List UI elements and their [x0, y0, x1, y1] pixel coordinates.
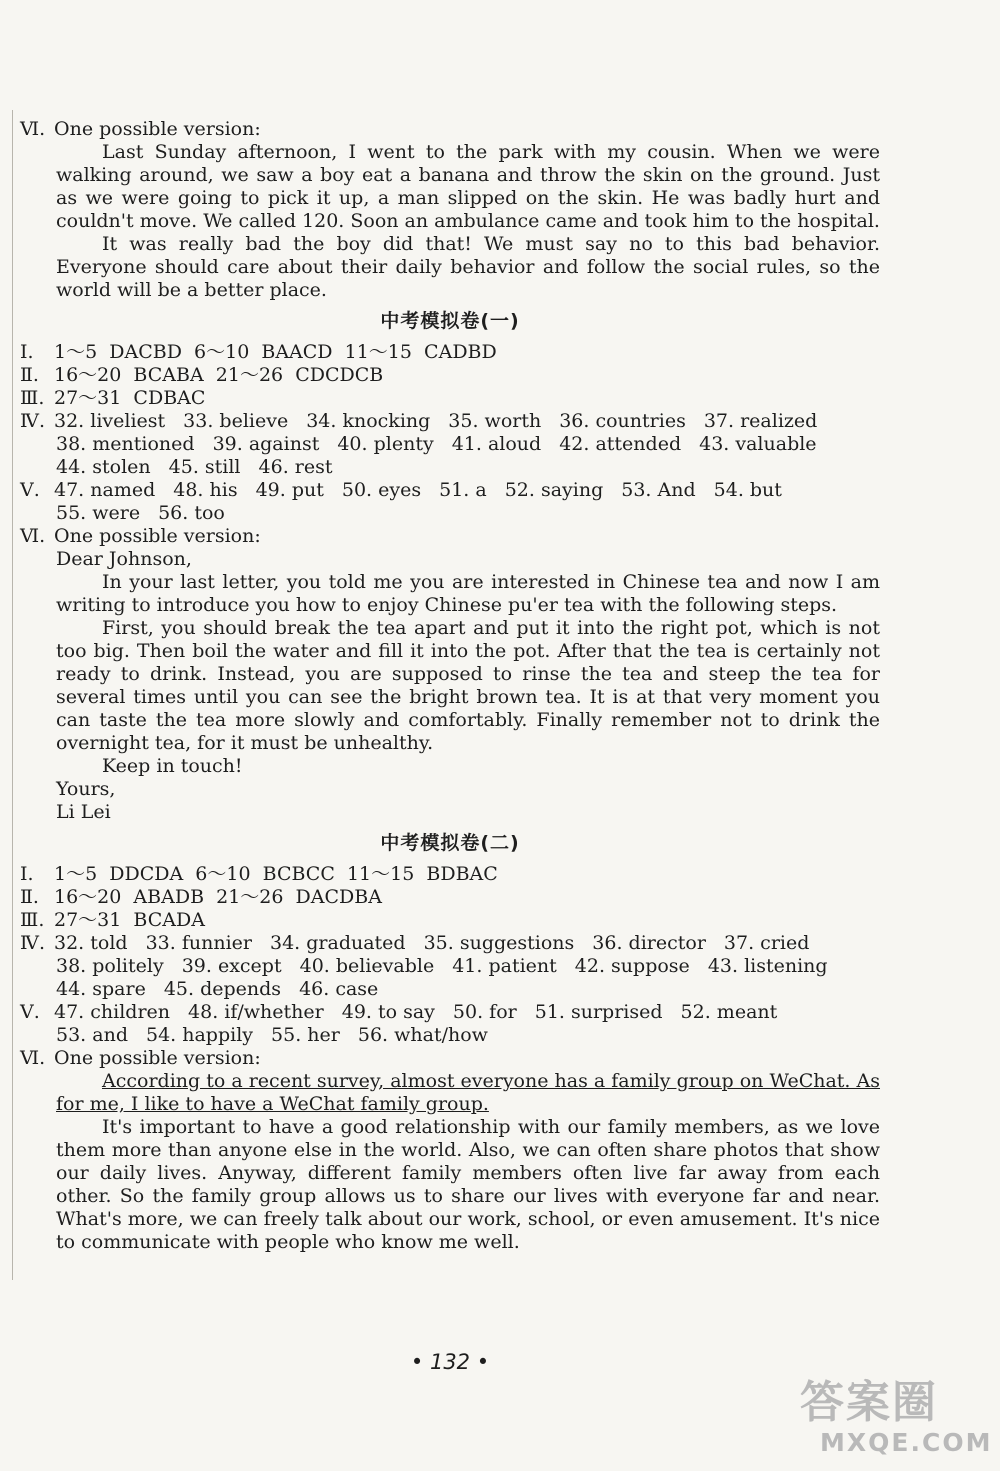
answer-item: 51. a — [439, 479, 487, 501]
answer-item: 46. case — [299, 978, 379, 1000]
answer-item: 46. rest — [258, 456, 333, 478]
answer-item: 54. happily — [145, 1024, 254, 1046]
answer-item: 54. but — [713, 479, 782, 501]
answer-item: 41. patient — [452, 955, 557, 977]
answer-item: 41. aloud — [451, 433, 542, 455]
answer-item: 45. depends — [163, 978, 282, 1000]
answer-item: 34. knocking — [306, 410, 431, 432]
answer-item: 44. spare — [56, 978, 146, 1000]
answer-item: 34. graduated — [269, 932, 406, 954]
answer-item: 49. to say — [341, 1001, 435, 1023]
answer-item: 38. politely — [56, 955, 164, 977]
letter-paragraph: First, you should break the tea apart and put it into the right pot, which is not too big. Then boil the water and fill it into the pot. After that the tea is certainly not ready to drink. Instead, you are supposed to rinse the tea and steep the tea for several times until you can see the bright brown tea. It is at that very moment you can taste the tea more slowly and comfortably. Finally remember not to drink the overnight tea, for it must be unhealthy. — [56, 617, 880, 754]
page-number: • 132 • — [410, 1350, 490, 1374]
answer-item: 36. countries — [559, 410, 686, 432]
answer-item: 50. for — [452, 1001, 517, 1023]
letter-signature: Li Lei — [56, 801, 111, 823]
letter-closing: Yours, — [56, 778, 116, 800]
answer-item: 39. except — [181, 955, 282, 977]
exam2-section5: Ⅴ. 47. children 48. if/whether 49. to say 50. for 51. surprised 52. meant 53. and 54. happily 55. her 56. what/how — [20, 1001, 778, 1046]
watermark-cn: 答案圈 — [800, 1377, 938, 1428]
top-writing-section — [20, 118, 880, 302]
answer-item: 37. cried — [723, 932, 810, 954]
answer-item: 47. children — [54, 1001, 171, 1023]
exam1-section1: Ⅰ. 1～5 DACBD 6～10 BAACD 11～15 CADBD — [20, 341, 497, 363]
essay-paragraph: It was really bad the boy did that! We must say no to this bad behavior. Everyone should care about their daily behavior and follow the social rules, so the world will be a better place. — [56, 233, 880, 301]
answer-content — [20, 118, 880, 1254]
answer-item: 49. put — [255, 479, 324, 501]
answer-item: 35. suggestions — [423, 932, 575, 954]
watermark-en: MXQE.COM — [820, 1428, 993, 1457]
margin-line — [12, 110, 13, 1280]
exam2-section1: Ⅰ. 1～5 DDCDA 6～10 BCBCC 11～15 BDBAC — [20, 863, 498, 885]
answer-item: 42. suppose — [574, 955, 690, 977]
answer-item: 48. if/whether — [188, 1001, 324, 1023]
answer-item: 43. listening — [707, 955, 828, 977]
answer-item: 44. stolen — [56, 456, 151, 478]
section-intro: One possible version: — [54, 118, 261, 140]
answer-item: 32. liveliest — [54, 410, 166, 432]
exam2-section6: Ⅵ. One possible version: According to a recent survey, almost everyone has a family group on WeChat. As for me, I like to have a WeChat family group. It's important to have a good relationship with our family members, as we love them more than anyone else in the world. Also, we can often share photos that show our daily lives. Anyway, different family members often live far away from each other. So the family group allows us to share our lives with everyone far and near. What's more, we can freely talk about our work, school, or even amusement. It's nice to communicate with people who know me well. — [20, 1047, 880, 1253]
answer-item: 32. told — [54, 932, 128, 954]
answer-item: 33. believe — [183, 410, 289, 432]
answer-item: 40. plenty — [337, 433, 434, 455]
exam2-title: 中考模拟卷(二) — [380, 832, 520, 854]
letter-paragraph: In your last letter, you told me you are interested in Chinese tea and now I am writing to introduce you how to enjoy Chinese pu'er tea with the following steps. — [56, 571, 880, 616]
exam2-section4: Ⅳ. 32. told 33. funnier 34. graduated 35. suggestions 36. director 37. cried 38. politely 39. except 40. believable 41. patient 42. suppose 43. listening 44. spare 45. depends 46. case — [20, 932, 828, 1000]
answer-item: 42. attended — [559, 433, 682, 455]
answer-item: 56. what/how — [357, 1024, 488, 1046]
answer-item: 40. believable — [299, 955, 435, 977]
exam2-section3: Ⅲ. 27～31 BCADA — [20, 909, 205, 931]
answer-item: 52. meant — [680, 1001, 778, 1023]
exam1-title: 中考模拟卷(一) — [380, 310, 520, 332]
answer-item: 51. surprised — [534, 1001, 663, 1023]
answer-item: 33. funnier — [145, 932, 252, 954]
answer-item: 45. still — [168, 456, 241, 478]
answer-item: 48. his — [173, 479, 238, 501]
answer-item: 47. named — [54, 479, 156, 501]
exam1-section5: Ⅴ. 47. named 48. his 49. put 50. eyes 51. a 52. saying 53. And 54. but 55. were 56. too — [20, 479, 782, 524]
letter-greeting: Dear Johnson, — [56, 548, 192, 570]
essay-paragraph: Last Sunday afternoon, I went to the park with my cousin. When we were walking around, we saw a boy eat a banana and throw the skin on the ground. Just as we were going to pick it up, a man slipped on the skin. He was badly hurt and couldn't move. We called 120. Soon an ambulance came and took him to the hospital. — [56, 141, 880, 232]
answer-item: 52. saying — [504, 479, 604, 501]
answer-item: 55. were — [56, 502, 141, 524]
answer-item: 53. and — [56, 1024, 128, 1046]
answer-item: 55. her — [271, 1024, 340, 1046]
answer-item: 38. mentioned — [56, 433, 195, 455]
answer-item: 50. eyes — [341, 479, 422, 501]
answer-item: 56. too — [158, 502, 225, 524]
section-label: Ⅵ. — [20, 118, 46, 140]
answer-item: 36. director — [592, 932, 706, 954]
exam1-section3: Ⅲ. 27～31 CDBAC — [20, 387, 206, 409]
answer-item: 35. worth — [448, 410, 542, 432]
answer-item: 39. against — [212, 433, 320, 455]
exam2-section2: Ⅱ. 16～20 ABADB 21～26 DACDBA — [20, 886, 382, 908]
answer-item: 43. valuable — [699, 433, 817, 455]
essay-paragraph-underlined: According to a recent survey, almost everyone has a family group on WeChat. As for me, I like to have a WeChat family group. — [56, 1070, 880, 1115]
essay-paragraph: It's important to have a good relationship with our family members, as we love them more than anyone else in the world. Also, we can often share photos that show our daily lives. Anyway, different family members often live far away from each other. So the family group allows us to share our lives with everyone far and near. What's more, we can freely talk about our work, school, or even amusement. It's nice to communicate with people who know me well. — [56, 1116, 880, 1253]
letter-paragraph: Keep in touch! — [102, 755, 243, 777]
answer-item: 37. realized — [703, 410, 818, 432]
exam1-section2: Ⅱ. 16～20 BCABA 21～26 CDCDCB — [20, 364, 384, 386]
exam1-section4: Ⅳ. 32. liveliest 33. believe 34. knocking 35. worth 36. countries 37. realized 38. mentioned 39. against 40. plenty 41. aloud 42. attended 43. valuable 44. stolen 45. still 46. rest — [20, 410, 818, 478]
watermark-logo — [800, 1377, 993, 1466]
answer-item: 53. And — [621, 479, 696, 501]
exam1-section6: Ⅵ. One possible version: Dear Johnson, In your last letter, you told me you are interested in Chinese tea and now I am writing to introduce you how to enjoy Chinese pu'er tea with the following steps. First, you should break the tea apart and put it into the right pot, which is not too big. Then boil the water and fill it into the pot. After that the tea is certainly not ready to drink. Instead, you are supposed to rinse the tea and steep the tea for several times until you can see the bright brown tea. It is at that very moment you can taste the tea more slowly and comfortably. Finally remember not to drink the overnight tea, for it must be unhealthy. Keep in touch! Yours, Li Lei — [20, 525, 880, 823]
